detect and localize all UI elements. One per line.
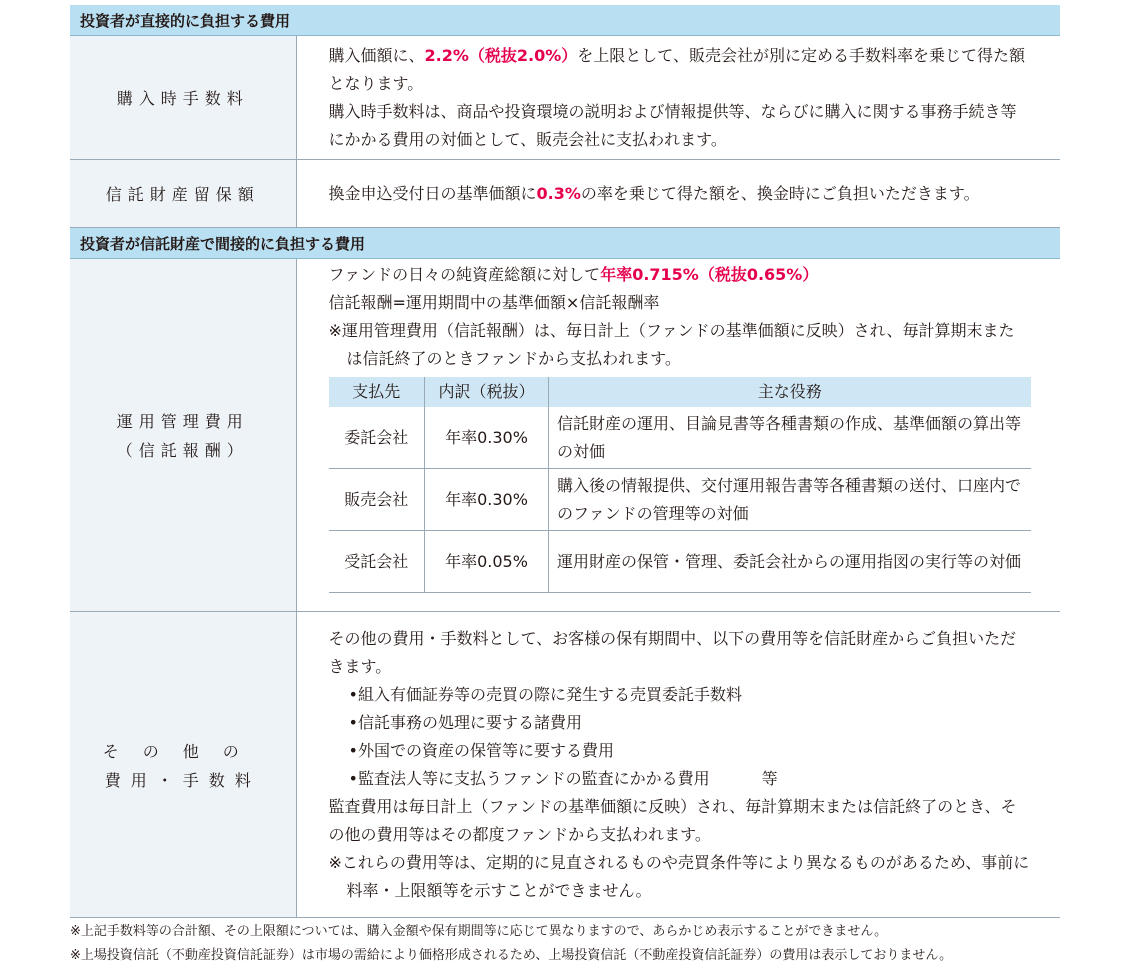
table-row [329, 469, 1031, 531]
fee-breakdown-table [329, 377, 1031, 593]
purchase-fee-line1 [329, 42, 1031, 98]
footnotes [70, 920, 952, 968]
management-fee-formula: 信託報酬=運用期間中の基準価額×信託報酬率 [328, 293, 660, 312]
other-fees-label-line2: 費用・手数料 [104, 770, 261, 790]
trust-reserve-rate: 0.3% [536, 183, 581, 203]
management-fee-label-line2: （信託報酬） [116, 441, 249, 460]
header-payee: 支払先 [329, 377, 425, 407]
trust-reserve-text-post: の率を乗じて得た額を、換金時にご負担いただきます。 [580, 183, 980, 203]
rate-cell: 年率0.05% [425, 531, 549, 593]
audit-fee-text: 監査費用は毎日計上（ファンドの基準価額に反映）され、毎計算期末または信託終了のとき、その他の費用等はその都度ファンドから支払われます。 [328, 796, 1017, 844]
footnote-2: ※上場投資信託（不動産投資信託証券）は市場の需給により価格形成されるため、上場投資信託（不動産投資信託証券）の費用は表示しておりません。 [70, 948, 953, 963]
trust-reserve-content [296, 160, 1060, 228]
other-fees-label-line1: その他の [102, 741, 263, 761]
purchase-fee-line2: 購入時手数料は、商品や投資環境の説明および情報提供等、ならびに購入に関する事務手続き等にかかる費用の対価として、販売会社に支払われます。 [328, 101, 1017, 149]
fee-table-container [70, 5, 1060, 918]
rate-cell: 年率0.30% [425, 407, 549, 469]
purchase-fee-text: 購入価額に、 [328, 45, 425, 65]
management-fee-label-line1: 運用管理費用 [116, 412, 249, 431]
direct-costs-header-row [70, 5, 1060, 36]
header-breakdown: 内訳（税抜） [425, 377, 549, 407]
purchase-fee-content [296, 36, 1060, 160]
management-fee-line1 [329, 261, 1031, 289]
other-fees-label [70, 612, 296, 918]
other-fees-content [296, 612, 1060, 918]
management-fee-content [296, 259, 1060, 612]
fee-table [70, 5, 1060, 918]
fee-breakdown-header-row [329, 377, 1031, 407]
duty-cell: 運用財産の保管・管理、委託会社からの運用指図の実行等の対価 [549, 531, 1031, 593]
rate-cell: 年率0.30% [425, 469, 549, 531]
other-fees-row [70, 612, 1060, 918]
purchase-fee-rate: 2.2%（税抜2.0%） [424, 45, 578, 65]
header-main-services: 主な役務 [549, 377, 1031, 407]
purchase-fee-label: 購入時手数料 [70, 36, 296, 160]
trust-reserve-text [329, 180, 1031, 208]
management-fee-row [70, 259, 1060, 612]
indirect-costs-header: 投資者が信託財産で間接的に負担する費用 [70, 228, 1060, 259]
trust-reserve-row [70, 160, 1060, 228]
purchase-fee-row [70, 36, 1060, 160]
table-row [329, 407, 1031, 469]
management-fee-rate: 年率0.715%（税抜0.65%） [600, 265, 819, 284]
indirect-costs-header-row [70, 228, 1060, 259]
other-fees-intro: その他の費用・手数料として、お客様の保有期間中、以下の費用等を信託財産からご負担いただきます。 [328, 628, 1017, 676]
purchase-fee-text-cont: を上限として、販売会社が別に定める手数料率を乗じて得た額となります。 [328, 45, 1025, 93]
list-item-last [329, 765, 1031, 793]
table-row [329, 531, 1031, 593]
management-fee-label [70, 259, 296, 612]
list-item-text: •監査法人等に支払うファンドの監査にかかる費用 [348, 768, 710, 788]
payee-cell: 委託会社 [329, 407, 425, 469]
duty-cell: 購入後の情報提供、交付運用報告書等各種書類の送付、口座内でのファンドの管理等の対価 [549, 469, 1031, 531]
direct-costs-header: 投資者が直接的に負担する費用 [70, 5, 1060, 36]
management-fee-text: ファンドの日々の純資産総額に対して [328, 265, 601, 284]
trust-reserve-label: 信託財産留保額 [70, 160, 296, 228]
trust-reserve-text-pre: 換金申込受付日の基準価額に [328, 183, 537, 203]
payee-cell: 販売会社 [329, 469, 425, 531]
payee-cell: 受託会社 [329, 531, 425, 593]
duty-cell: 信託財産の運用、目論見書等各種書類の作成、基準価額の算出等の対価 [549, 407, 1031, 469]
footnote-1: ※上記手数料等の合計額、その上限額については、購入金額や保有期間等に応じて異なりますので、あらかじめ表示することができません。 [70, 924, 888, 939]
list-item: •信託事務の処理に要する諸費用 [348, 712, 582, 732]
list-item: •外国での資産の保管等に要する費用 [348, 740, 614, 760]
other-fees-note: ※これらの費用等は、定期的に見直されるものや売買条件等により異なるものがあるため、事前に料率・上限額等を示すことができません。 [328, 852, 1030, 900]
list-item: •組入有価証券等の売買の際に発生する売買委託手数料 [348, 684, 742, 704]
management-fee-note: ※運用管理費用（信託報酬）は、毎日計上（ファンドの基準価額に反映）され、毎計算期末または信託終了のときファンドから支払われます。 [328, 321, 1015, 368]
list-item-suffix: 等 [761, 768, 778, 788]
